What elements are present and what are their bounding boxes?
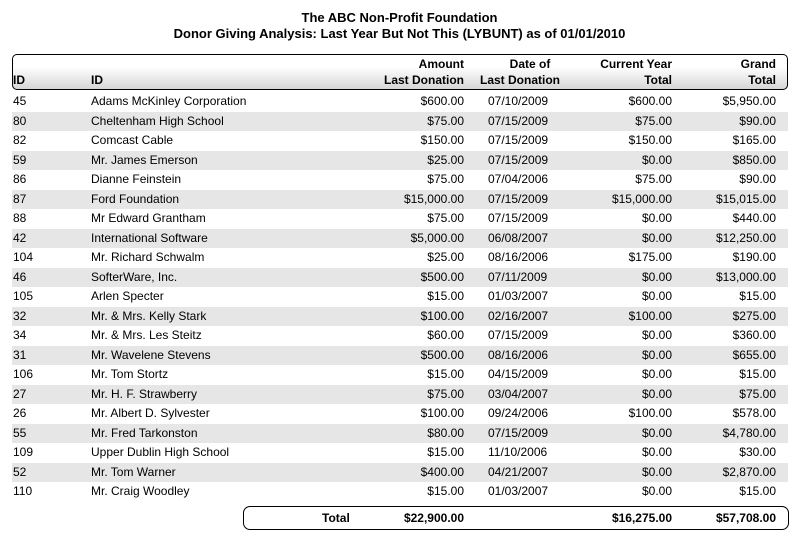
totals-amount: $22,900.00 <box>403 511 464 525</box>
cell-grand-total: $578.00 <box>732 406 776 420</box>
cell-donor-name: Mr. Tom Warner <box>91 464 176 479</box>
cell-amount-last-donation: $60.00 <box>427 328 464 342</box>
cell-amount-last-donation: $80.00 <box>427 425 464 440</box>
cell-amount-last-donation: $150.00 <box>420 133 464 147</box>
cell-date-last-donation: 02/16/2007 <box>488 308 549 323</box>
cell-amount-last-donation: $15.00 <box>427 367 464 381</box>
cell-id: 109 <box>13 445 34 459</box>
cell-amount-last-donation: $75.00 <box>427 386 464 401</box>
cell-id: 52 <box>13 464 27 479</box>
header-amount-line2: Last Donation <box>384 73 464 87</box>
cell-donor-name: Mr. Wavelene Stevens <box>91 347 211 362</box>
table-row <box>12 326 788 346</box>
cell-current-year-total: $0.00 <box>641 230 672 245</box>
cell-donor-name: Adams McKinley Corporation <box>91 94 247 108</box>
cell-donor-name: Mr. Albert D. Sylvester <box>91 406 210 420</box>
cell-id: 82 <box>13 133 27 147</box>
cell-donor-name: Mr. & Mrs. Kelly Stark <box>91 308 207 323</box>
cell-current-year-total: $0.00 <box>641 328 672 342</box>
totals-grand: $57,708.00 <box>715 511 776 525</box>
cell-date-last-donation: 08/16/2006 <box>488 250 549 264</box>
cell-donor-name: Mr. H. F. Strawberry <box>91 386 198 401</box>
cell-id: 46 <box>13 269 27 284</box>
cell-donor-name: Mr Edward Grantham <box>91 211 206 225</box>
cell-grand-total: $15.00 <box>739 484 776 498</box>
header-date-line1: Date of <box>509 57 551 71</box>
cell-current-year-total: $0.00 <box>641 289 672 303</box>
cell-current-year-total: $600.00 <box>628 94 672 108</box>
cell-date-last-donation: 08/16/2006 <box>488 347 549 362</box>
cell-id: 104 <box>13 250 34 264</box>
cell-donor-name: Arlen Specter <box>91 289 164 303</box>
cell-amount-last-donation: $100.00 <box>420 308 464 323</box>
cell-id: 106 <box>13 367 34 381</box>
cell-grand-total: $165.00 <box>732 133 776 147</box>
cell-grand-total: $850.00 <box>732 152 776 167</box>
cell-date-last-donation: 01/03/2007 <box>488 289 549 303</box>
cell-id: 59 <box>13 152 27 167</box>
cell-amount-last-donation: $100.00 <box>420 406 464 420</box>
cell-donor-name: Dianne Feinstein <box>91 172 182 186</box>
cell-date-last-donation: 07/15/2009 <box>488 328 549 342</box>
cell-id: 80 <box>13 113 27 128</box>
header-grand-line1: Grand <box>740 57 776 71</box>
table-row <box>12 404 788 424</box>
cell-date-last-donation: 07/15/2009 <box>488 152 549 167</box>
cell-id: 86 <box>13 172 27 186</box>
table-row <box>12 424 788 444</box>
header-amount-line1: Amount <box>418 57 464 71</box>
cell-date-last-donation: 07/15/2009 <box>488 211 549 225</box>
cell-donor-name: SofterWare, Inc. <box>91 269 178 284</box>
cell-amount-last-donation: $600.00 <box>420 94 464 108</box>
cell-amount-last-donation: $25.00 <box>427 152 464 167</box>
cell-amount-last-donation: $500.00 <box>420 269 464 284</box>
header-grand-line2: Total <box>748 73 776 87</box>
cell-grand-total: $275.00 <box>732 308 776 323</box>
table-row <box>12 209 788 229</box>
cell-current-year-total: $0.00 <box>641 211 672 225</box>
cell-amount-last-donation: $75.00 <box>427 211 464 225</box>
cell-amount-last-donation: $75.00 <box>427 113 464 128</box>
cell-date-last-donation: 09/24/2006 <box>488 406 549 420</box>
cell-donor-name: Mr. & Mrs. Les Steitz <box>91 328 202 342</box>
cell-donor-name: Mr. Fred Tarkonston <box>91 425 198 440</box>
cell-donor-name: Ford Foundation <box>91 191 180 206</box>
table-row <box>12 170 788 190</box>
table-row <box>12 463 788 483</box>
totals-label: Total <box>322 511 350 525</box>
cell-date-last-donation: 07/15/2009 <box>488 133 549 147</box>
cell-date-last-donation: 06/08/2007 <box>488 230 549 245</box>
cell-donor-name: Upper Dublin High School <box>91 445 230 459</box>
cell-current-year-total: $75.00 <box>635 172 672 186</box>
cell-amount-last-donation: $75.00 <box>427 172 464 186</box>
cell-current-year-total: $75.00 <box>635 113 672 128</box>
cell-amount-last-donation: $15.00 <box>427 484 464 498</box>
donor-table-body <box>12 92 788 502</box>
cell-current-year-total: $0.00 <box>641 464 672 479</box>
table-row <box>12 365 788 385</box>
cell-id: 87 <box>13 191 27 206</box>
table-row <box>12 229 788 249</box>
cell-amount-last-donation: $15.00 <box>427 445 464 459</box>
table-row <box>12 287 788 307</box>
cell-date-last-donation: 07/15/2009 <box>488 191 549 206</box>
table-row <box>12 151 788 171</box>
cell-current-year-total: $150.00 <box>628 133 672 147</box>
cell-donor-name: Mr. Richard Schwalm <box>91 250 205 264</box>
report-title: The ABC Non-Profit Foundation <box>301 10 498 25</box>
cell-current-year-total: $100.00 <box>628 308 672 323</box>
cell-id: 55 <box>13 425 27 440</box>
cell-current-year-total: $0.00 <box>641 425 672 440</box>
cell-grand-total: $75.00 <box>739 386 776 401</box>
cell-grand-total: $655.00 <box>732 347 776 362</box>
cell-current-year-total: $0.00 <box>641 386 672 401</box>
cell-grand-total: $30.00 <box>739 445 776 459</box>
cell-grand-total: $440.00 <box>732 211 776 225</box>
cell-current-year-total: $175.00 <box>628 250 672 264</box>
header-date-line2: Last Donation <box>480 73 560 87</box>
cell-amount-last-donation: $15.00 <box>427 289 464 303</box>
cell-donor-name: International Software <box>91 230 208 245</box>
table-row <box>12 482 788 502</box>
cell-current-year-total: $0.00 <box>641 152 672 167</box>
cell-date-last-donation: 07/10/2009 <box>488 94 549 108</box>
table-row <box>12 385 788 405</box>
cell-grand-total: $15.00 <box>739 367 776 381</box>
table-row <box>12 190 788 210</box>
cell-date-last-donation: 04/21/2007 <box>488 464 549 479</box>
cell-current-year-total: $0.00 <box>641 445 672 459</box>
cell-id: 105 <box>13 289 34 303</box>
cell-grand-total: $15.00 <box>739 289 776 303</box>
cell-amount-last-donation: $500.00 <box>420 347 464 362</box>
cell-id: 42 <box>13 230 27 245</box>
table-row <box>12 346 788 366</box>
table-row <box>12 112 788 132</box>
table-row <box>12 268 788 288</box>
cell-id: 27 <box>13 386 27 401</box>
totals-current: $16,275.00 <box>611 511 672 525</box>
cell-date-last-donation: 01/03/2007 <box>488 484 549 498</box>
cell-donor-name: Mr. Craig Woodley <box>91 484 190 498</box>
cell-grand-total: $4,780.00 <box>722 425 776 440</box>
cell-donor-name: Mr. Tom Stortz <box>91 367 169 381</box>
cell-donor-name: Mr. James Emerson <box>91 152 198 167</box>
header-current-line2: Total <box>644 73 672 87</box>
table-row <box>12 92 788 112</box>
cell-date-last-donation: 07/11/2009 <box>488 269 548 284</box>
cell-amount-last-donation: $15,000.00 <box>403 191 464 206</box>
cell-donor-name: Cheltenham High School <box>91 113 224 128</box>
table-row <box>12 307 788 327</box>
cell-grand-total: $90.00 <box>739 172 776 186</box>
cell-grand-total: $360.00 <box>732 328 776 342</box>
cell-grand-total: $5,950.00 <box>722 94 776 108</box>
cell-date-last-donation: 11/10/2006 <box>488 445 548 459</box>
header-name: ID <box>91 73 103 87</box>
cell-id: 110 <box>13 484 33 498</box>
cell-id: 88 <box>13 211 27 225</box>
header-current-line1: Current Year <box>600 57 672 71</box>
cell-grand-total: $15,015.00 <box>715 191 776 206</box>
table-row <box>12 131 788 151</box>
cell-id: 34 <box>13 328 27 342</box>
cell-grand-total: $90.00 <box>739 113 776 128</box>
cell-date-last-donation: 04/15/2009 <box>488 367 549 381</box>
cell-current-year-total: $15,000.00 <box>611 191 672 206</box>
cell-id: 32 <box>13 308 27 323</box>
cell-current-year-total: $100.00 <box>628 406 672 420</box>
cell-date-last-donation: 07/04/2006 <box>488 172 549 186</box>
cell-id: 31 <box>13 347 27 362</box>
report-subtitle: Donor Giving Analysis: Last Year But Not This (LYBUNT) as of 01/01/2010 <box>173 26 626 41</box>
cell-amount-last-donation: $5,000.00 <box>410 230 464 245</box>
cell-donor-name: Comcast Cable <box>91 133 174 147</box>
cell-grand-total: $13,000.00 <box>715 269 776 284</box>
table-row <box>12 248 788 268</box>
cell-date-last-donation: 07/15/2009 <box>488 425 549 440</box>
cell-current-year-total: $0.00 <box>641 484 672 498</box>
cell-date-last-donation: 03/04/2007 <box>488 386 549 401</box>
cell-date-last-donation: 07/15/2009 <box>488 113 549 128</box>
cell-id: 26 <box>13 406 27 420</box>
header-id: ID <box>13 73 25 87</box>
cell-amount-last-donation: $400.00 <box>420 464 464 479</box>
cell-current-year-total: $0.00 <box>641 367 672 381</box>
cell-id: 45 <box>13 94 27 108</box>
table-row <box>12 443 788 463</box>
cell-grand-total: $2,870.00 <box>722 464 776 479</box>
cell-grand-total: $190.00 <box>732 250 776 264</box>
cell-current-year-total: $0.00 <box>641 269 672 284</box>
cell-current-year-total: $0.00 <box>641 347 672 362</box>
cell-amount-last-donation: $25.00 <box>427 250 464 264</box>
cell-grand-total: $12,250.00 <box>715 230 776 245</box>
